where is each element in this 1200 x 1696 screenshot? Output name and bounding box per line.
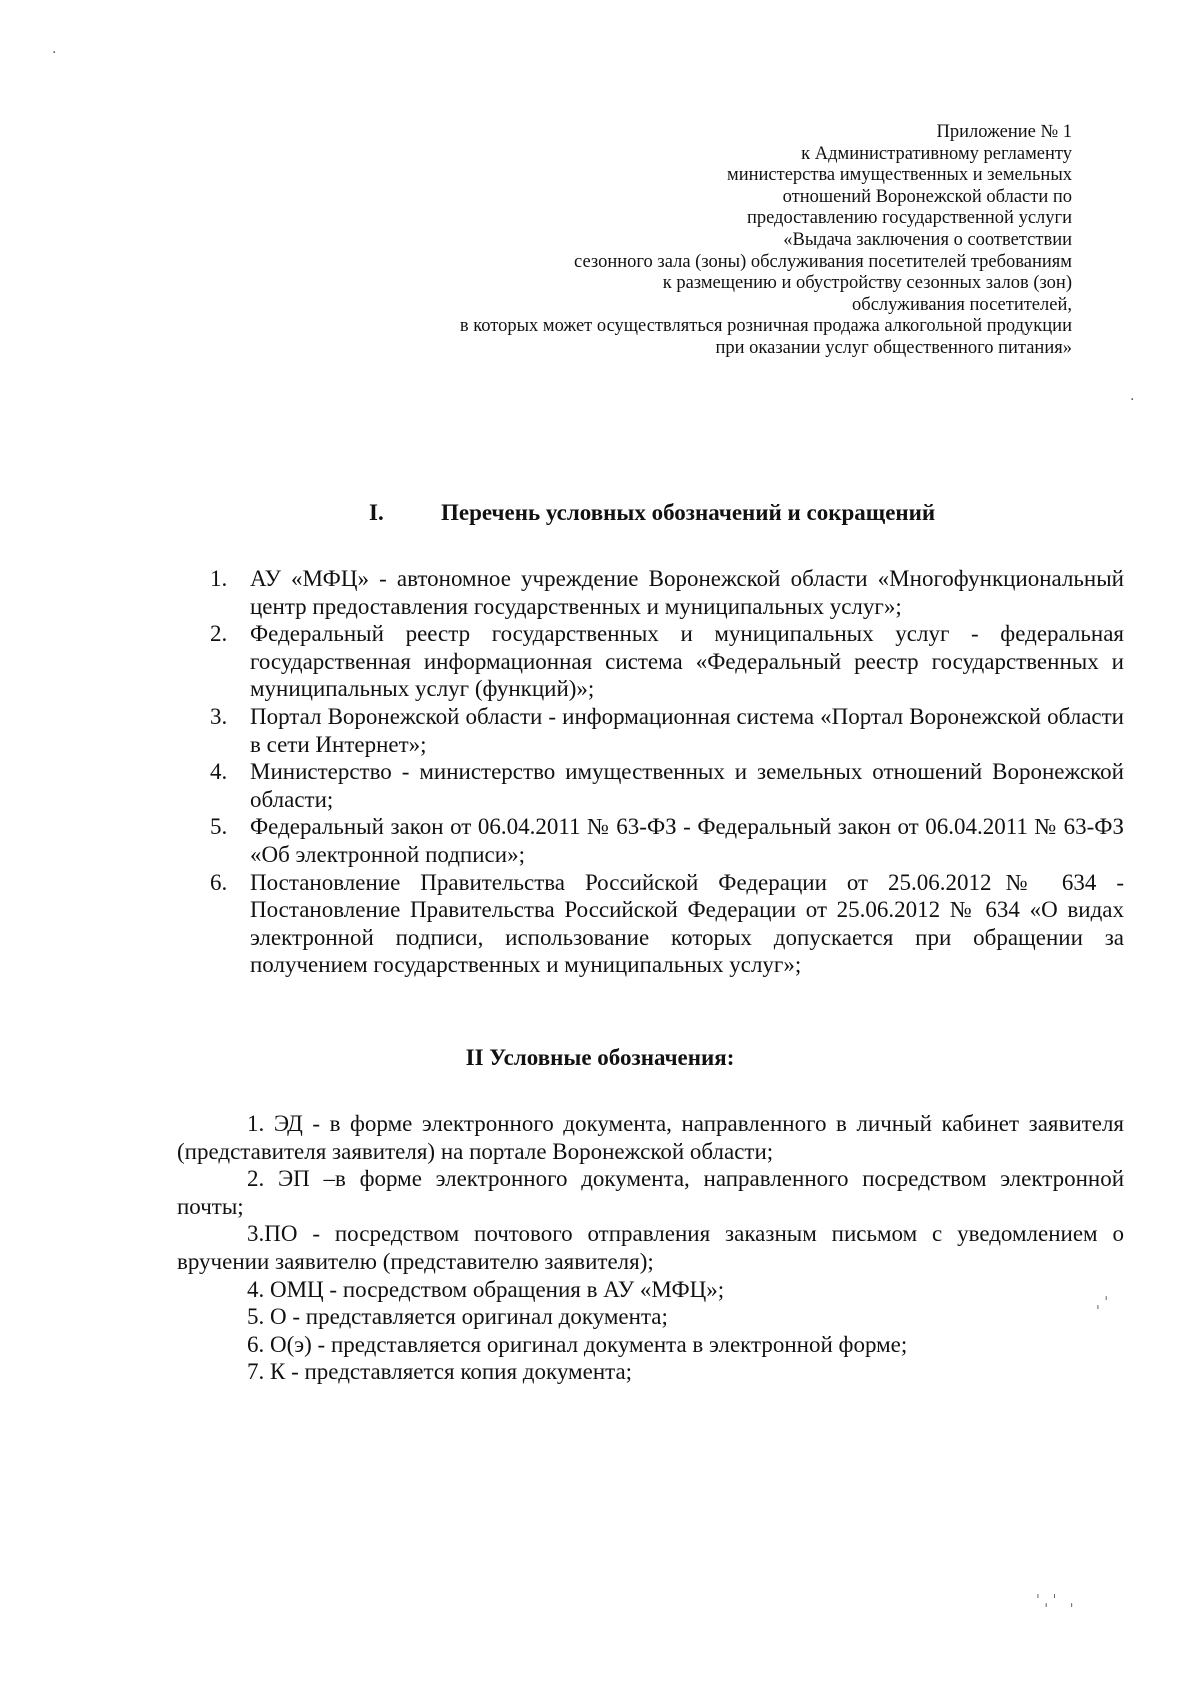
list-item-number: 1. (210, 566, 228, 591)
list-item-number: 2. (210, 621, 228, 647)
scan-speck-icon: · (52, 45, 57, 61)
designation-item: 4. ОМЦ - посредством обращения в АУ «МФЦ»; (247, 1276, 725, 1302)
header-line: к размещению и обустройству сезонных залов (зон) (662, 273, 1072, 294)
designation-item: 5. О - представляется оригинал документа; (247, 1304, 668, 1330)
list-item (190, 620, 1124, 703)
list-item-text: Постановление Правительства Российской Федерации от 25.06.2012№ 634 - Постановление Правительства Российской Федерации от 25.06.2012 № 634 «О видах электронной подписи, использование которых допускается при обращении за получением государственных и муниципальных услуг»; (250, 869, 1124, 978)
list-item (190, 758, 1124, 813)
header-line: отношений Воронежской области по (782, 186, 1072, 207)
appendix-header (352, 122, 1072, 360)
list-item-number: 3. (210, 703, 228, 729)
scan-speck-icon: · (1130, 392, 1135, 408)
designation-item: 2. ЭП –в форме электронного документа, направленного посредством электронной почты; (177, 1166, 1124, 1219)
section-2-title: II Условные обозначения: (465, 1045, 735, 1070)
list-item (190, 869, 1124, 979)
designation-item: 1. ЭД - в форме электронного документа, направленного в личный кабинет заявителя (представителя заявителя) на портале Воронежской области; (177, 1111, 1124, 1164)
header-line: предоставлению государственной услуги (746, 208, 1072, 229)
designation-item: 6. О(э) - представляется оригинал документа в электронной форме; (247, 1331, 908, 1357)
header-line: министерства имущественных и земельных (726, 165, 1072, 186)
designation-item: 7. К - представляется копия документа; (247, 1359, 633, 1385)
header-line: «Выдача заключения о соответствии (783, 229, 1072, 250)
list-item-text: Портал Воронежской области - информационная система «Портал Воронежской области в сети Интернет»; (250, 703, 1124, 757)
list-item (190, 565, 1124, 620)
section-1-title: Перечень условных обозначений и сокращений (441, 500, 936, 525)
header-line: обслуживания посетителей, (852, 294, 1072, 315)
list-item-text: Федеральный закон от 06.04.2011 № 63-ФЗ - Федеральный закон от 06.04.2011 № 63-ФЗ «Об электронной подписи»; (250, 814, 1124, 867)
header-line: Приложение № 1 (936, 122, 1072, 142)
designations-list (177, 1110, 1124, 1386)
scan-speck-icon: ˌ ˈ (1096, 1295, 1109, 1311)
header-line: к Административному регламенту (801, 143, 1072, 164)
abbreviations-list (190, 565, 1124, 979)
scan-speck-icon: ˈ ˌ ˈ ˌ (1036, 1593, 1074, 1609)
header-line: сезонного зала (зоны) обслуживания посетителей требованиям (574, 251, 1072, 272)
list-item-text: АУ «МФЦ» - автономное учреждение Воронежской области «Многофункциональный центр предоставления государственных и муниципальных услуг»; (250, 566, 1124, 619)
list-item-text: Министерство - министерство имущественных и земельных отношений Воронежской области; (250, 759, 1124, 812)
header-line: в которых может осуществляться розничная продажа алкогольной продукции (459, 316, 1072, 337)
list-item-text: Федеральный реестр государственных и муниципальных услуг - федеральная государственная информационная система «Федеральный реестр государственных и муниципальных услуг (функций)»; (250, 621, 1124, 702)
section-1-number: I. (369, 500, 384, 525)
list-item-number: 6. (210, 869, 228, 895)
list-item (190, 703, 1124, 758)
designation-item: 3.ПО - посредством почтового отправления заказным письмом с уведомлением о вручении заявителю (представителю заявителя); (177, 1221, 1124, 1274)
list-item (190, 813, 1124, 868)
list-item-number: 5. (210, 814, 228, 840)
list-item-number: 4. (210, 759, 228, 785)
header-line: при оказании услуг общественного питания» (715, 337, 1072, 358)
